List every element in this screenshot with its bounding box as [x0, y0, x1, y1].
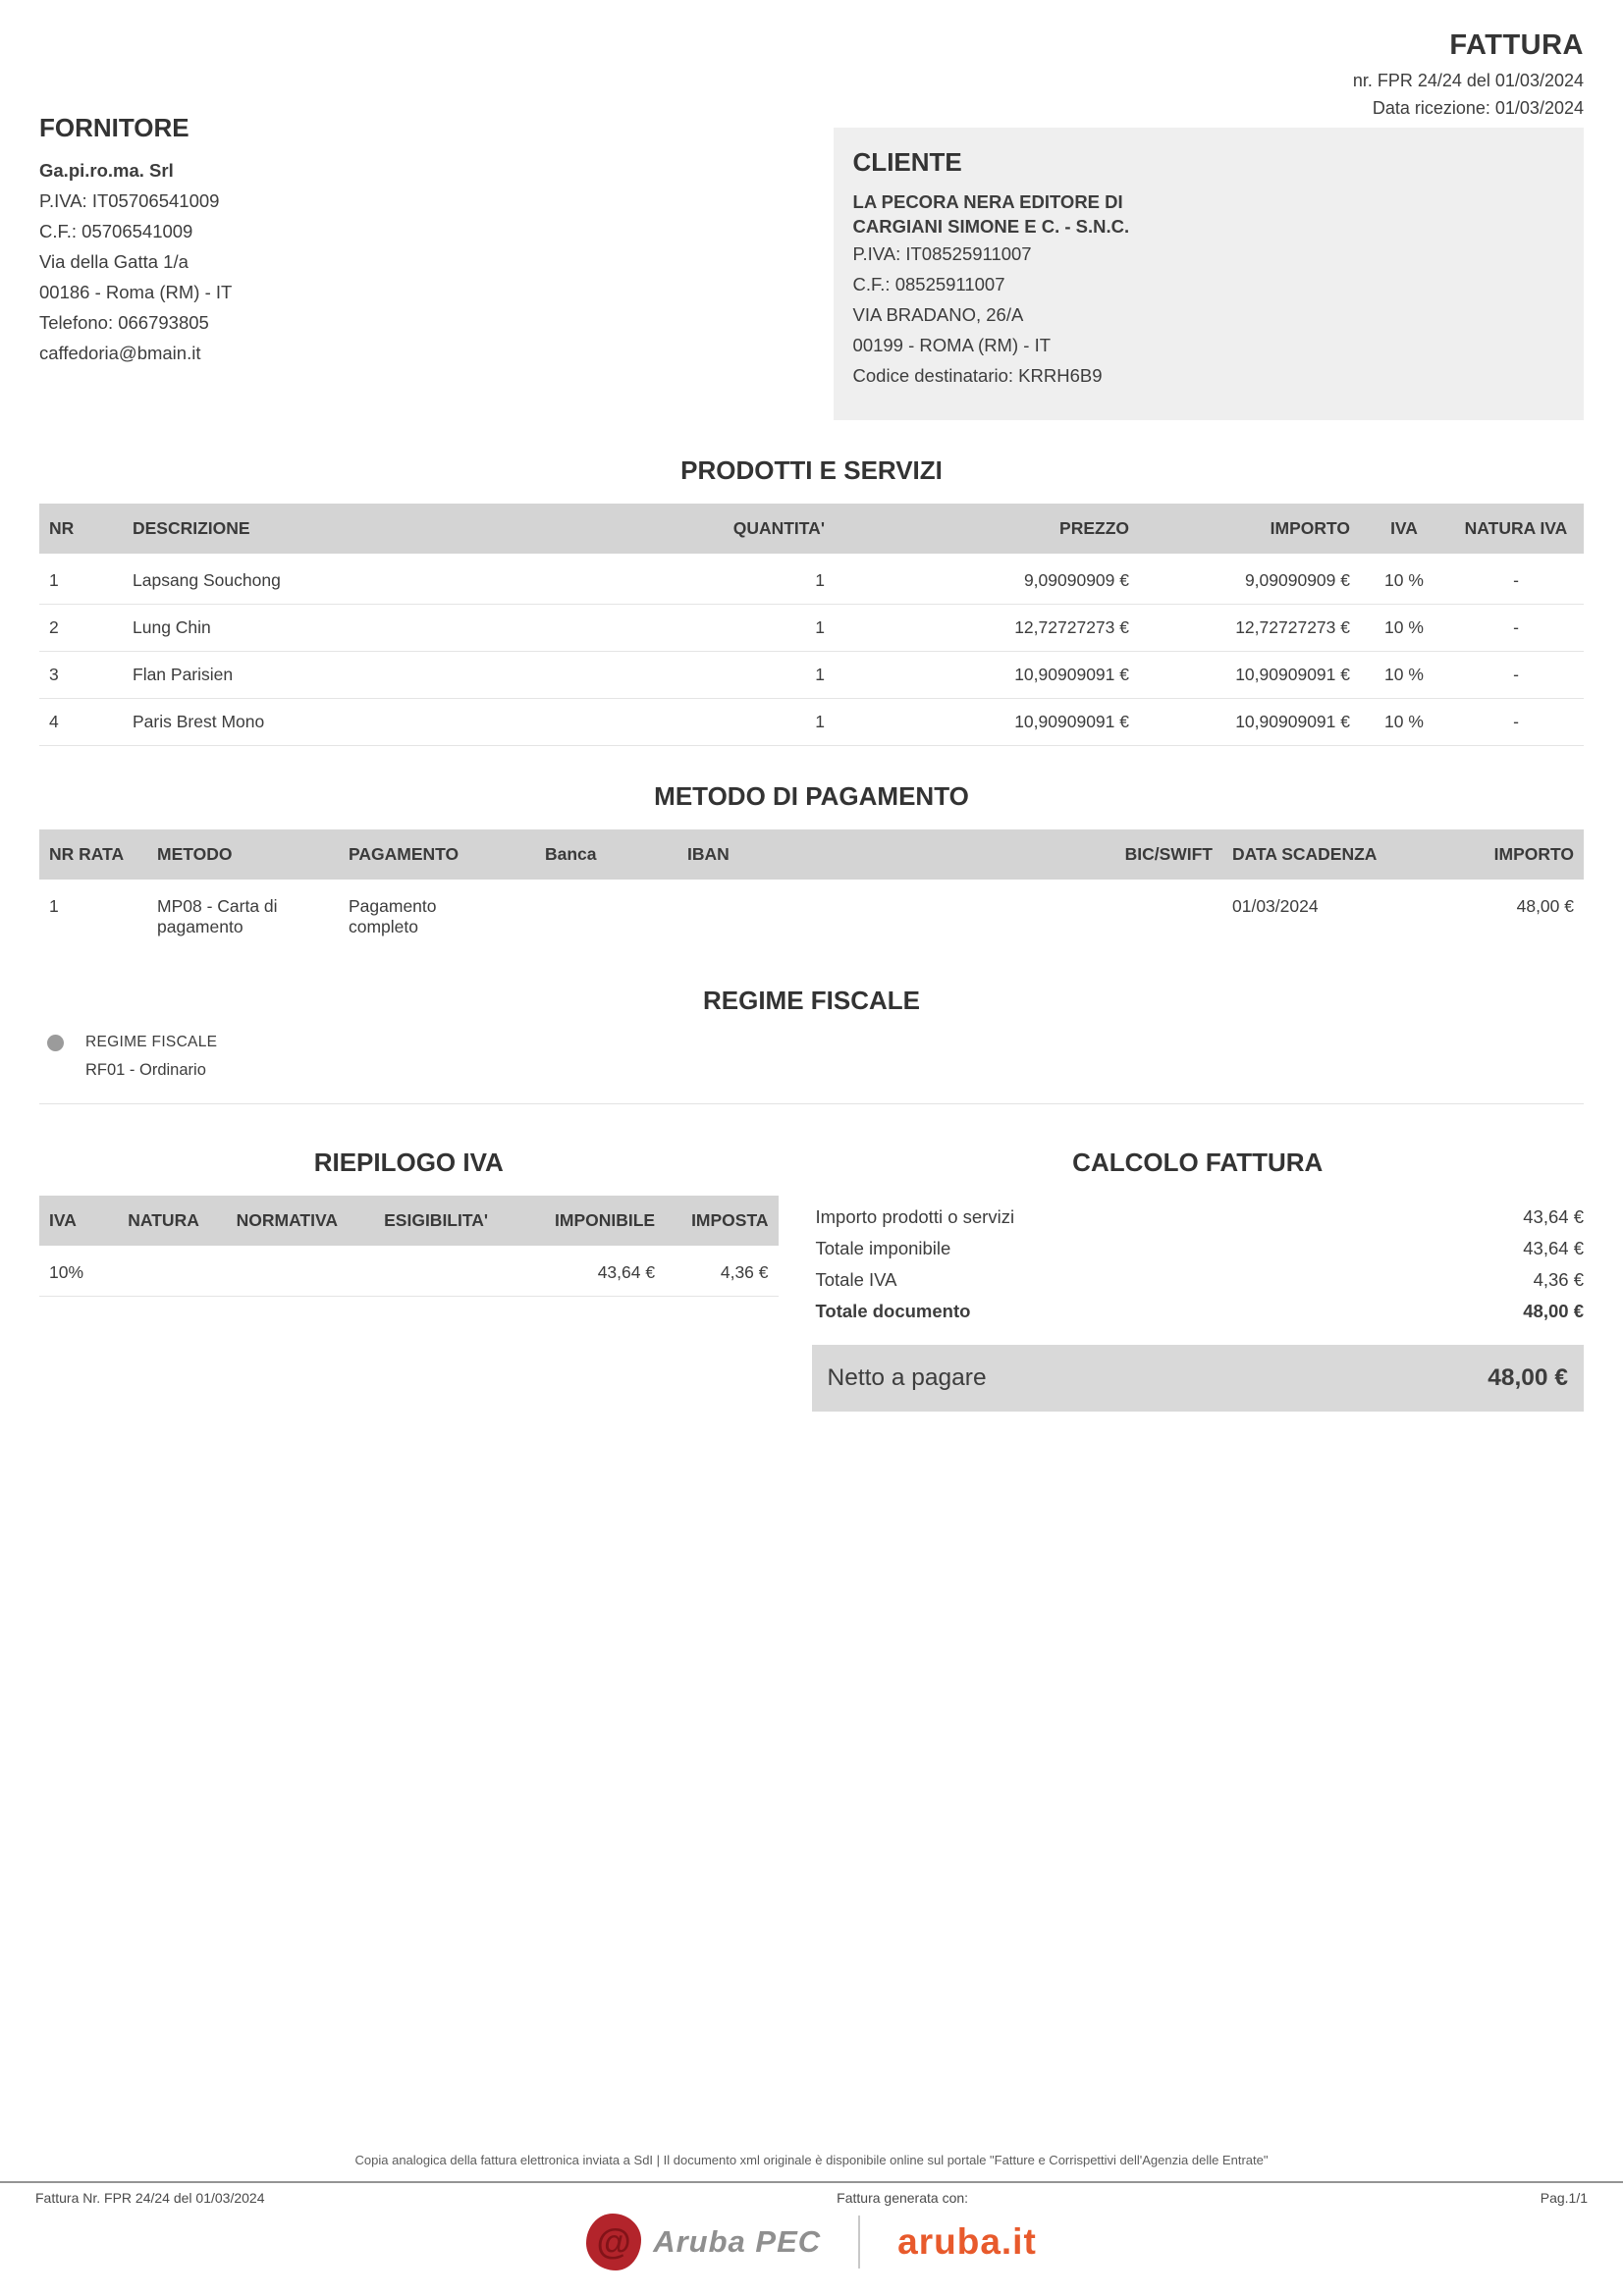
net-to-pay-box — [812, 1345, 1585, 1412]
aruba-it-logo-text: aruba.it — [897, 2221, 1037, 2262]
logo-divider — [858, 2216, 860, 2269]
net-to-pay-value: 48,00 € — [1488, 1364, 1568, 1391]
customer-column — [834, 93, 1584, 420]
totals-value: 48,00 € — [1523, 1301, 1584, 1321]
document-title: FATTURA — [1449, 29, 1584, 61]
parties-section — [39, 93, 1584, 420]
totals-value: 43,64 € — [1523, 1206, 1584, 1227]
invoice-number-line: nr. FPR 24/24 del 01/03/2024 — [1352, 71, 1584, 90]
cell-prezzo: 10,90909091 € — [835, 652, 1139, 699]
cell-importo: 12,72727273 € — [1139, 605, 1360, 652]
cell-iva: 10% — [39, 1248, 118, 1297]
vat-header-row — [39, 1196, 779, 1248]
col-header-iban: IBAN — [677, 829, 1060, 881]
col-header-importo: IMPORTO — [1139, 504, 1360, 556]
totals-row-vat — [812, 1264, 1585, 1296]
customer-city: 00199 - ROMA (RM) - IT — [852, 335, 1052, 355]
regime-fiscale-row — [39, 1034, 1584, 1051]
totals-label: Totale IVA — [815, 1269, 897, 1290]
supplier-heading: FORNITORE — [39, 113, 189, 142]
cell-natura-iva: - — [1448, 556, 1584, 605]
footer-disclaimer: Copia analogica della fattura elettronica inviata a SdI | Il documento xml originale è disponibile online sul portale "Fatture e Corrispettivi dell'Agenzia delle Entrate" — [354, 2153, 1269, 2167]
col-header-normativa: NORMATIVA — [227, 1196, 375, 1248]
vat-summary-title: RIEPILOGO IVA — [313, 1148, 504, 1177]
footer-page-number: Pag.1/1 — [1540, 2190, 1588, 2206]
supplier-address: Via della Gatta 1/a — [39, 251, 189, 272]
cell-iva: 10 % — [1360, 556, 1448, 605]
cell-nr: 4 — [39, 699, 123, 746]
col-header-esigibilita: ESIGIBILITA' — [374, 1196, 516, 1248]
totals-row-products — [812, 1201, 1585, 1233]
cell-imponibile: 43,64 € — [517, 1248, 666, 1297]
cell-normativa — [227, 1248, 375, 1297]
regime-divider — [39, 1103, 1584, 1104]
regime-value: RF01 - Ordinario — [85, 1061, 206, 1079]
products-section-title: PRODOTTI E SERVIZI — [680, 455, 943, 485]
aruba-pec-logo — [586, 2214, 821, 2270]
cell-esigibilita — [374, 1248, 516, 1297]
cell-quantita: 1 — [545, 556, 835, 605]
totals-rows — [812, 1201, 1585, 1327]
cell-nr: 2 — [39, 605, 123, 652]
col-header-bic-swift: BIC/SWIFT — [1060, 829, 1222, 881]
supplier-section — [39, 93, 834, 420]
cell-data-scadenza: 01/03/2024 — [1232, 896, 1319, 916]
col-header-iva: IVA — [39, 1196, 118, 1248]
cell-nr: 1 — [39, 556, 123, 605]
totals-row-document — [812, 1296, 1585, 1327]
cell-descrizione: Paris Brest Mono — [123, 699, 545, 746]
cell-pagamento: Pagamento completo — [349, 896, 437, 936]
totals-value: 4,36 € — [1533, 1269, 1584, 1290]
cell-quantita: 1 — [545, 652, 835, 699]
col-header-descrizione: DESCRIZIONE — [123, 504, 545, 556]
products-table — [39, 504, 1584, 746]
totals-label: Totale imponibile — [815, 1238, 951, 1258]
cell-metodo: MP08 - Carta di pagamento — [157, 896, 278, 936]
supplier-name: Ga.pi.ro.ma. Srl — [39, 160, 174, 181]
cell-natura — [118, 1248, 226, 1297]
cell-importo: 9,09090909 € — [1139, 556, 1360, 605]
col-header-prezzo: PREZZO — [835, 504, 1139, 556]
cell-iva: 10 % — [1360, 605, 1448, 652]
supplier-email: caffedoria@bmain.it — [39, 343, 201, 363]
cell-quantita: 1 — [545, 699, 835, 746]
payment-header-row — [39, 829, 1584, 881]
cell-quantita: 1 — [545, 605, 835, 652]
cell-iban — [677, 881, 1060, 950]
customer-address: VIA BRADANO, 26/A — [852, 304, 1024, 325]
col-header-data-scadenza: DATA SCADENZA — [1222, 829, 1409, 881]
cell-prezzo: 12,72727273 € — [835, 605, 1139, 652]
reception-date-line: Data ricezione: 01/03/2024 — [1372, 98, 1584, 118]
products-header-row — [39, 504, 1584, 556]
col-header-banca: Banca — [535, 829, 677, 881]
footer-bar — [0, 2183, 1623, 2206]
table-row — [39, 881, 1584, 950]
cell-nr: 3 — [39, 652, 123, 699]
col-header-imposta: IMPOSTA — [665, 1196, 778, 1248]
supplier-city: 00186 - Roma (RM) - IT — [39, 282, 233, 302]
cell-descrizione: Flan Parisien — [123, 652, 545, 699]
table-row — [39, 1248, 779, 1297]
payment-table — [39, 829, 1584, 950]
cell-bic-swift — [1060, 881, 1222, 950]
customer-name-line-1: LA PECORA NERA EDITORE DI — [852, 191, 1123, 212]
cell-descrizione: Lung Chin — [123, 605, 545, 652]
page-footer — [0, 2153, 1623, 2296]
wax-seal-at-icon: @ — [586, 2214, 641, 2270]
regime-label: REGIME FISCALE — [85, 1034, 218, 1050]
customer-section — [834, 128, 1584, 420]
net-to-pay-label: Netto a pagare — [827, 1364, 987, 1391]
cell-descrizione: Lapsang Souchong — [123, 556, 545, 605]
customer-sdi-code: Codice destinatario: KRRH6B9 — [852, 365, 1103, 386]
cell-nr-rata: 1 — [49, 896, 59, 916]
col-header-nr: NR — [39, 504, 123, 556]
col-header-nr-rata: NR RATA — [39, 829, 147, 881]
cell-imposta: 4,36 € — [665, 1248, 778, 1297]
invoice-totals-column — [812, 1112, 1585, 1412]
col-header-quantita: QUANTITA' — [545, 504, 835, 556]
totals-row-taxable — [812, 1233, 1585, 1264]
col-header-importo: IMPORTO — [1409, 829, 1584, 881]
vat-summary-table — [39, 1196, 779, 1297]
cell-natura-iva: - — [1448, 699, 1584, 746]
footer-invoice-ref: Fattura Nr. FPR 24/24 del 01/03/2024 — [35, 2190, 265, 2206]
cell-importo: 10,90909091 € — [1139, 699, 1360, 746]
cell-banca — [535, 881, 677, 950]
table-row — [39, 556, 1584, 605]
vat-summary-column — [39, 1112, 812, 1412]
supplier-piva: P.IVA: IT05706541009 — [39, 190, 220, 211]
customer-name-line-2: CARGIANI SIMONE E C. - S.N.C. — [852, 216, 1130, 237]
customer-heading: CLIENTE — [852, 147, 962, 177]
totals-label: Importo prodotti o servizi — [815, 1206, 1015, 1227]
cell-natura-iva: - — [1448, 605, 1584, 652]
aruba-pec-logo-text: Aruba PEC — [653, 2224, 822, 2259]
col-header-natura-iva: NATURA IVA — [1448, 504, 1584, 556]
payment-section-title: METODO DI PAGAMENTO — [654, 781, 969, 811]
col-header-metodo: METODO — [147, 829, 339, 881]
customer-piva: P.IVA: IT08525911007 — [852, 243, 1032, 264]
table-row — [39, 699, 1584, 746]
cell-importo: 10,90909091 € — [1139, 652, 1360, 699]
customer-cf: C.F.: 08525911007 — [852, 274, 1005, 294]
totals-label: Totale documento — [815, 1301, 971, 1321]
col-header-iva: IVA — [1360, 504, 1448, 556]
cell-iva: 10 % — [1360, 652, 1448, 699]
cell-iva: 10 % — [1360, 699, 1448, 746]
cell-prezzo: 9,09090909 € — [835, 556, 1139, 605]
footer-generated-with: Fattura generata con: — [837, 2190, 969, 2206]
cell-importo: 48,00 € — [1516, 896, 1574, 916]
col-header-imponibile: IMPONIBILE — [517, 1196, 666, 1248]
summary-section — [39, 1112, 1584, 1412]
supplier-phone: Telefono: 066793805 — [39, 312, 209, 333]
cell-natura-iva: - — [1448, 652, 1584, 699]
supplier-cf: C.F.: 05706541009 — [39, 221, 193, 241]
regime-bullet-icon — [47, 1035, 64, 1051]
regime-section-title: REGIME FISCALE — [702, 986, 920, 1015]
table-row — [39, 652, 1584, 699]
footer-logos — [0, 2214, 1623, 2296]
col-header-natura: NATURA — [118, 1196, 226, 1248]
cell-prezzo: 10,90909091 € — [835, 699, 1139, 746]
col-header-pagamento: PAGAMENTO — [339, 829, 535, 881]
totals-title: CALCOLO FATTURA — [1072, 1148, 1324, 1177]
totals-value: 43,64 € — [1523, 1238, 1584, 1258]
table-row — [39, 605, 1584, 652]
